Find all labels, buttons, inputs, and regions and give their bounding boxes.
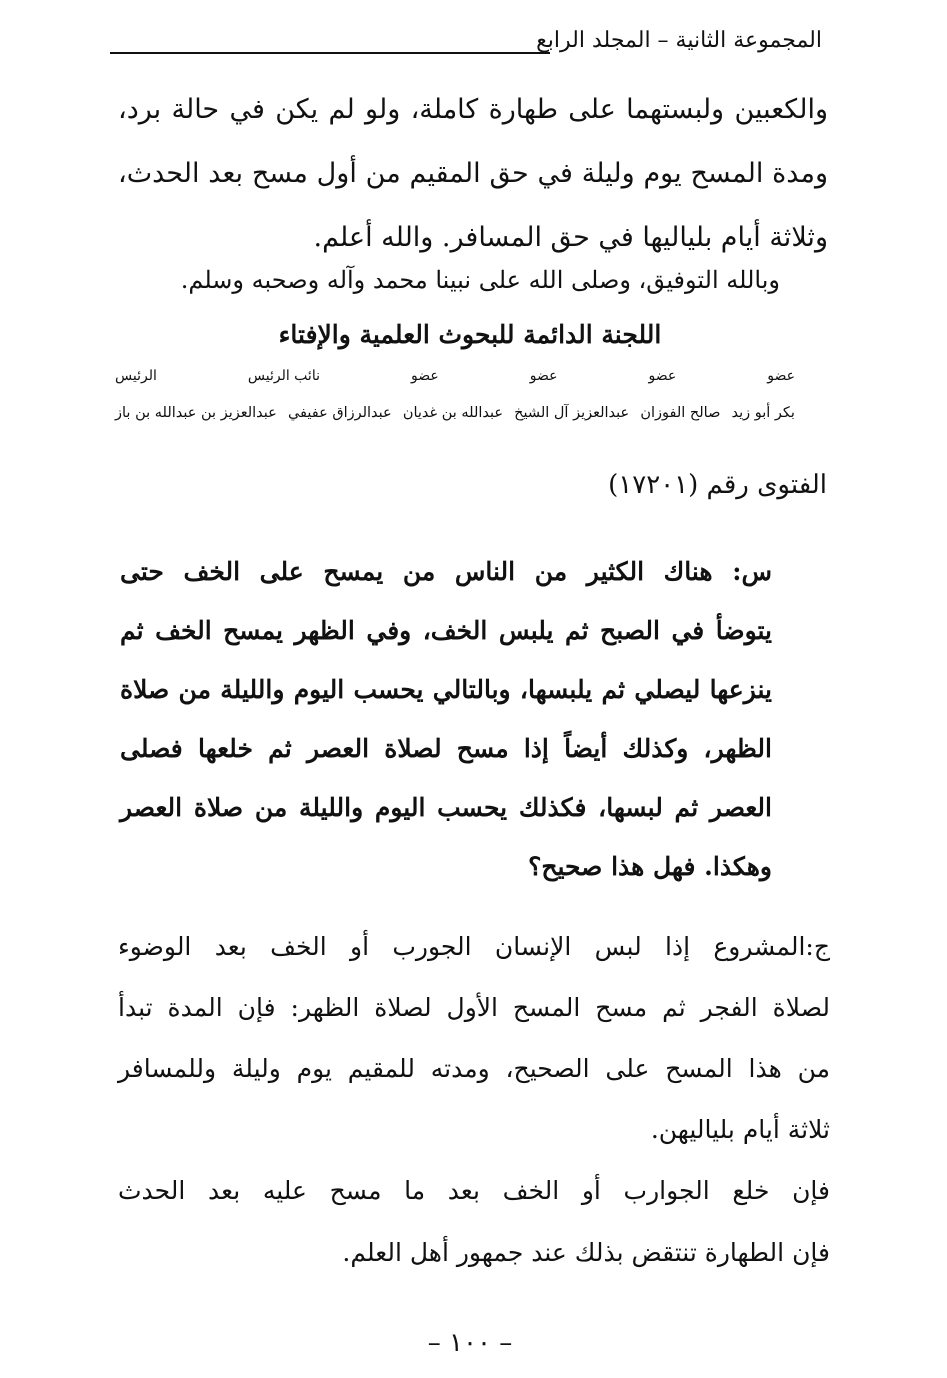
signatory-name: عبدالله بن غديان <box>402 405 504 421</box>
signatory-name: عبدالعزيز بن عبدالله بن باز <box>115 405 277 421</box>
question-line: العصر ثم لبسها، فكذلك يحسب اليوم والليلة من صلاة العصر <box>120 793 772 822</box>
question-line: الظهر، وكذلك أيضاً إذا مسح لصلاة العصر ثم خلعها فصلى <box>120 734 772 763</box>
committee-name: اللجنة الدائمة للبحوث العلمية والإفتاء <box>278 320 662 349</box>
answer-line: ثلاثة أيام بلياليهن. <box>650 1115 830 1144</box>
signatory-titles <box>115 368 795 384</box>
signatory-title: نائب الرئيس <box>247 368 320 384</box>
text-line: ومدة المسح يوم وليلة في حق المقيم من أول مسح بعد الحدث، <box>118 158 828 189</box>
signatory-title: عضو <box>648 368 677 384</box>
answer-line: لصلاة الفجر ثم مسح المسح الأول لصلاة الظهر: فإن المدة تبدأ <box>118 993 830 1022</box>
fatwa-number: الفتوى رقم (١٧٢٠١) <box>608 470 827 500</box>
signatory-name: بكر أبو زيد <box>731 405 795 421</box>
answer-line: من هذا المسح على الصحيح، ومدته للمقيم يوم وليلة وللمسافر <box>118 1054 830 1083</box>
question-line: س: هناك الكثير من الناس من يمسح على الخف حتى <box>120 557 772 586</box>
signatory-title: عضو <box>411 368 439 384</box>
answer-line: ج:المشروع إذا لبس الإنسان الجورب أو الخف بعد الوضوء <box>118 932 830 961</box>
answer-paragraph <box>118 916 830 1160</box>
signatory-name: صالح الفوزان <box>640 405 721 421</box>
answer-paragraph-2 <box>118 1160 830 1284</box>
previous-answer-paragraph <box>118 78 828 270</box>
question-line: ينزعها ليصلي ثم يلبسها، وبالتالي يحسب اليوم والليلة من صلاة <box>120 675 772 704</box>
page-number: – ١٠٠ – <box>427 1328 513 1358</box>
signatory-names <box>115 405 795 421</box>
question-paragraph <box>120 542 772 896</box>
answer-line: فإن الطهارة تنتقض بذلك عند جمهور أهل العلم. <box>342 1238 830 1267</box>
question-line: يتوضأ في الصبح ثم يلبس الخف، وفي الظهر يمسح الخف ثم <box>120 616 772 645</box>
question-line: وهكذا. فهل هذا صحيح؟ <box>528 852 772 881</box>
text-line: والكعبين ولبستهما على طهارة كاملة، ولو لم يكن في حالة برد، <box>118 94 828 125</box>
text-line: وثلاثة أيام بلياليها في حق المسافر. والله أعلم. <box>313 222 828 253</box>
closing-formula: وبالله التوفيق، وصلى الله على نبينا محمد وآله وصحبه وسلم. <box>180 266 780 294</box>
signatory-title: عضو <box>767 368 795 384</box>
answer-line: فإن خلع الجوارب أو الخف بعد ما مسح عليه بعد الحدث <box>118 1176 830 1205</box>
running-title: المجموعة الثانية – المجلد الرابع <box>536 28 822 53</box>
running-header <box>110 22 822 62</box>
signatory-title: عضو <box>529 368 558 384</box>
signatory-title: الرئيس <box>115 368 157 384</box>
signatory-name: عبدالعزيز آل الشيخ <box>514 405 630 421</box>
signatory-name: عبدالرزاق عفيفي <box>287 405 392 421</box>
header-rule <box>110 52 550 54</box>
